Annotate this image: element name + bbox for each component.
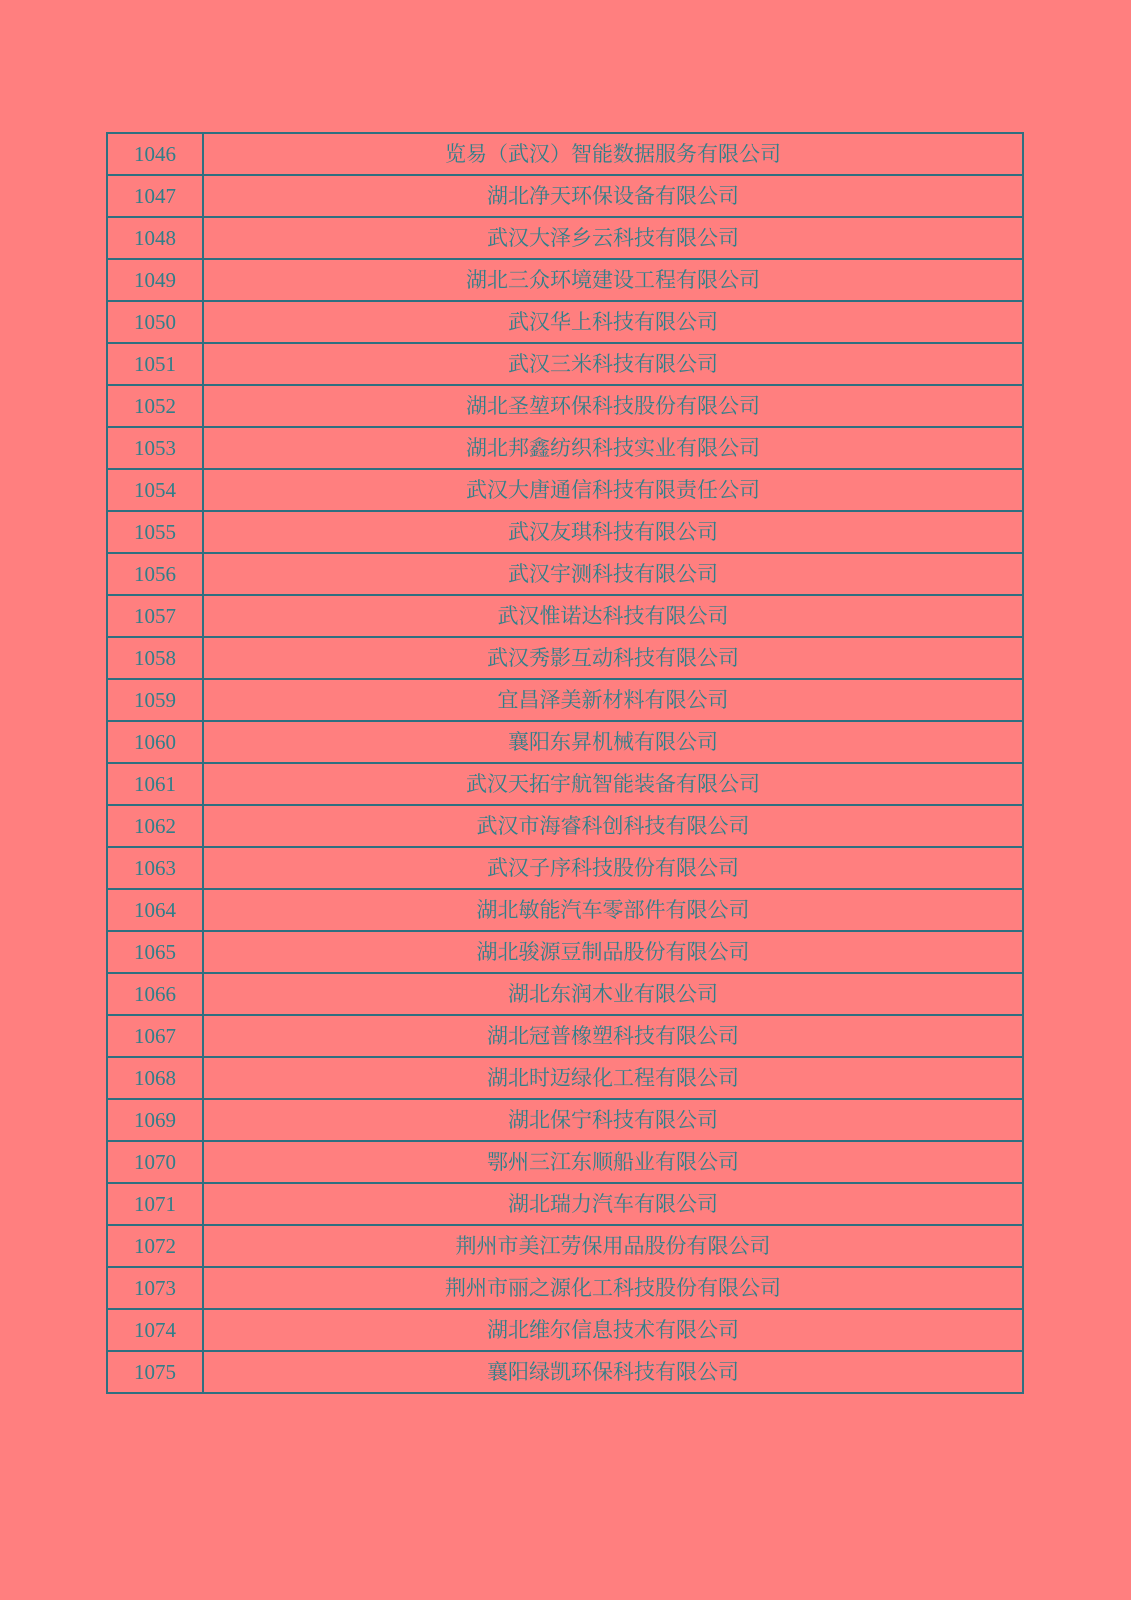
table-row [107,1267,1023,1309]
row-number: 1063 [107,847,203,889]
table-row [107,175,1023,217]
row-number: 1057 [107,595,203,637]
row-number: 1067 [107,1015,203,1057]
row-number: 1073 [107,1267,203,1309]
company-name: 湖北冠普橡塑科技有限公司 [203,1015,1023,1057]
table-row [107,1015,1023,1057]
company-name: 湖北敏能汽车零部件有限公司 [203,889,1023,931]
table-row [107,301,1023,343]
table-row [107,427,1023,469]
table-row [107,931,1023,973]
company-name: 湖北净天环保设备有限公司 [203,175,1023,217]
table-row [107,721,1023,763]
row-number: 1053 [107,427,203,469]
row-number: 1060 [107,721,203,763]
row-number: 1071 [107,1183,203,1225]
table-row [107,1057,1023,1099]
company-name: 湖北圣堃环保科技股份有限公司 [203,385,1023,427]
company-name: 武汉三米科技有限公司 [203,343,1023,385]
company-name: 荆州市丽之源化工科技股份有限公司 [203,1267,1023,1309]
row-number: 1069 [107,1099,203,1141]
company-name: 湖北骏源豆制品股份有限公司 [203,931,1023,973]
company-name: 武汉宇测科技有限公司 [203,553,1023,595]
row-number: 1059 [107,679,203,721]
row-number: 1046 [107,133,203,175]
company-name: 武汉友琪科技有限公司 [203,511,1023,553]
company-name: 武汉天拓宇航智能装备有限公司 [203,763,1023,805]
table-row [107,259,1023,301]
row-number: 1074 [107,1309,203,1351]
company-name: 荆州市美江劳保用品股份有限公司 [203,1225,1023,1267]
table-row [107,1309,1023,1351]
company-list-table [106,132,1024,1394]
company-name: 湖北三众环境建设工程有限公司 [203,259,1023,301]
company-name: 襄阳绿凯环保科技有限公司 [203,1351,1023,1393]
row-number: 1052 [107,385,203,427]
table-row [107,595,1023,637]
row-number: 1061 [107,763,203,805]
table-row [107,553,1023,595]
table-row [107,763,1023,805]
row-number: 1058 [107,637,203,679]
company-name: 览易（武汉）智能数据服务有限公司 [203,133,1023,175]
company-name: 湖北东润木业有限公司 [203,973,1023,1015]
table-row [107,805,1023,847]
row-number: 1048 [107,217,203,259]
company-name: 湖北邦鑫纺织科技实业有限公司 [203,427,1023,469]
company-list-table-container [106,132,1024,1394]
row-number: 1070 [107,1141,203,1183]
company-name: 武汉惟诺达科技有限公司 [203,595,1023,637]
row-number: 1050 [107,301,203,343]
table-row [107,847,1023,889]
row-number: 1047 [107,175,203,217]
row-number: 1072 [107,1225,203,1267]
company-name: 宜昌泽美新材料有限公司 [203,679,1023,721]
company-list-body [107,133,1023,1393]
table-row [107,1141,1023,1183]
row-number: 1068 [107,1057,203,1099]
table-row [107,511,1023,553]
table-row [107,637,1023,679]
row-number: 1056 [107,553,203,595]
company-name: 襄阳东昇机械有限公司 [203,721,1023,763]
table-row [107,133,1023,175]
company-name: 武汉子序科技股份有限公司 [203,847,1023,889]
company-name: 武汉大泽乡云科技有限公司 [203,217,1023,259]
company-name: 鄂州三江东顺船业有限公司 [203,1141,1023,1183]
table-row [107,385,1023,427]
table-row [107,973,1023,1015]
row-number: 1075 [107,1351,203,1393]
row-number: 1054 [107,469,203,511]
company-name: 武汉市海睿科创科技有限公司 [203,805,1023,847]
table-row [107,1183,1023,1225]
row-number: 1051 [107,343,203,385]
company-name: 武汉大唐通信科技有限责任公司 [203,469,1023,511]
table-row [107,679,1023,721]
table-row [107,1351,1023,1393]
row-number: 1065 [107,931,203,973]
row-number: 1049 [107,259,203,301]
row-number: 1066 [107,973,203,1015]
row-number: 1064 [107,889,203,931]
table-row [107,1099,1023,1141]
table-row [107,343,1023,385]
company-name: 武汉华上科技有限公司 [203,301,1023,343]
table-row [107,889,1023,931]
table-row [107,217,1023,259]
company-name: 湖北瑞力汽车有限公司 [203,1183,1023,1225]
table-row [107,1225,1023,1267]
row-number: 1055 [107,511,203,553]
company-name: 湖北保宁科技有限公司 [203,1099,1023,1141]
row-number: 1062 [107,805,203,847]
table-row [107,469,1023,511]
company-name: 湖北维尔信息技术有限公司 [203,1309,1023,1351]
company-name: 湖北时迈绿化工程有限公司 [203,1057,1023,1099]
company-name: 武汉秀影互动科技有限公司 [203,637,1023,679]
